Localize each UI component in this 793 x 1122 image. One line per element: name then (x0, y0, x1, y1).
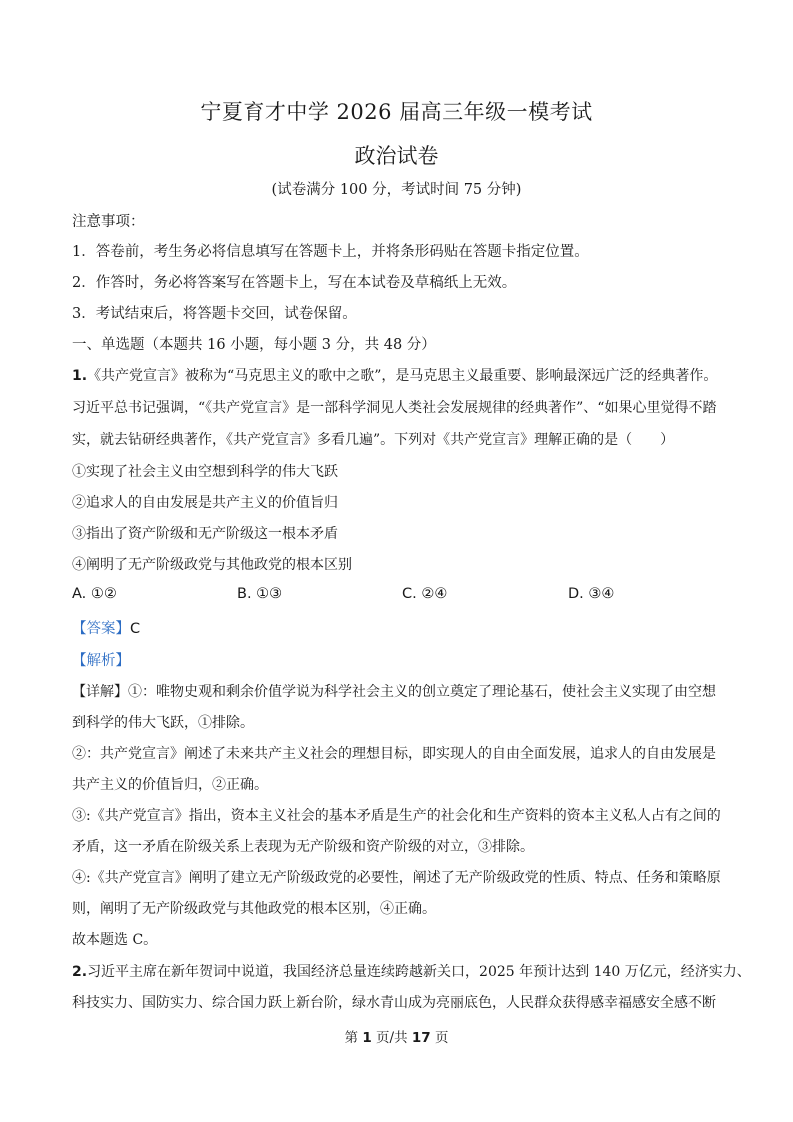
q1-answer-line (72, 617, 140, 638)
q2-stem-line (72, 961, 751, 981)
q1-detail-line: 共产主义的价值旨归，②正确。 (72, 777, 268, 793)
q2-number: 2. (72, 964, 88, 980)
detail-text: ①：唯物史观和剩余价值学说为科学社会主义的创立奠定了理论基石，使社会主义实现了由空想 (128, 684, 716, 700)
answer-value: C (130, 621, 141, 637)
q1-stem-line: 实，就去钻研经典著作，《共产党宣言》多看几遍”。下列对《共产党宣言》理解正确的是（ ） (72, 432, 675, 448)
q1-option-b: B. ①③ (237, 586, 283, 602)
detail-label: 【详解】 (72, 684, 128, 700)
q1-stem-line: 习近平总书记强调，“《共产党宣言》是一部科学洞见人类社会发展规律的经典著作”、“如果心里觉得不踏 (72, 400, 717, 416)
current-page: 1 (362, 1030, 372, 1046)
exam-title: 宁夏育才中学 2026 届高三年级一模考试 (200, 100, 593, 124)
exam-subtitle: 政治试卷 (354, 144, 439, 168)
section-heading: 一、单选题（本题共 16 小题，每小题 3 分，共 48 分） (72, 337, 436, 353)
q1-option-a: A. ①② (72, 586, 117, 602)
note-item: 3．考试结束后，将答题卡交回，试卷保留。 (72, 306, 357, 322)
q1-detail-line: 矛盾，这一矛盾在阶级关系上表现为无产阶级和资产阶级的对立，③排除。 (72, 839, 534, 855)
analysis-label: 【解析】 (72, 653, 130, 669)
total-pages: 17 (411, 1030, 431, 1046)
q1-number: 1. (72, 368, 88, 384)
q1-stem-line (72, 365, 717, 385)
q1-detail-line: ③:《共产党宣言》指出，资本主义社会的基本矛盾是生产的社会化和生产资料的资本主义私人占有之间的 (72, 808, 721, 824)
footer-suffix: 页 (430, 1030, 449, 1046)
q1-detail-line: 则，阐明了无产阶级政党与其他政党的根本区别，④正确。 (72, 901, 436, 917)
q1-statement: ①实现了社会主义由空想到科学的伟大飞跃 (72, 464, 338, 480)
q1-option-d: D. ③④ (568, 586, 615, 602)
q1-statement: ④阐明了无产阶级政党与其他政党的根本区别 (72, 557, 352, 573)
note-item: 1．答卷前，考生务必将信息填写在答题卡上，并将条形码贴在答题卡指定位置。 (72, 244, 589, 260)
q2-stem-text: 习近平主席在新年贺词中说道，我国经济总量连续跨越新关口，2025 年预计达到 140 万亿元，经济实力、 (87, 964, 751, 980)
note-item: 2．作答时，务必将答案写在答题卡上，写在本试卷及草稿纸上无效。 (72, 275, 517, 291)
notes-heading: 注意事项： (72, 214, 145, 230)
q2-stem-line: 科技实力、国防实力、综合国力跃上新台阶，绿水青山成为亮丽底色，人民群众获得感幸福感安全感不断 (72, 995, 716, 1011)
answer-label: 【答案】 (72, 621, 130, 637)
q1-detail-line (72, 681, 716, 701)
footer-prefix: 第 (344, 1030, 363, 1046)
q1-statement: ②追求人的自由发展是共产主义的价值旨归 (72, 495, 338, 511)
page-footer (0, 1026, 793, 1046)
q1-detail-line: ②：共产党宣言》阐述了未来共产主义社会的理想目标，即实现人的自由全面发展，追求人的自由发展是 (72, 746, 716, 762)
q1-statement: ③指出了资产阶级和无产阶级这一根本矛盾 (72, 526, 338, 542)
exam-info: (试卷满分 100 分，考试时间 75 分钟) (271, 182, 522, 198)
footer-middle: 页/共 (371, 1030, 412, 1046)
q1-detail-line: ④:《共产党宣言》阐明了建立无产阶级政党的必要性，阐述了无产阶级政党的性质、特点、任务和策略原 (72, 870, 721, 886)
q1-detail-line: 到科学的伟大飞跃，①排除。 (72, 715, 254, 731)
q1-option-c: C. ②④ (402, 586, 448, 602)
q1-stem-text: 《共产党宣言》被称为“马克思主义的歌中之歌”，是马克思主义最重要、影响最深远广泛的经典著作。 (87, 368, 718, 384)
q1-conclusion: 故本题选 C。 (72, 932, 158, 948)
